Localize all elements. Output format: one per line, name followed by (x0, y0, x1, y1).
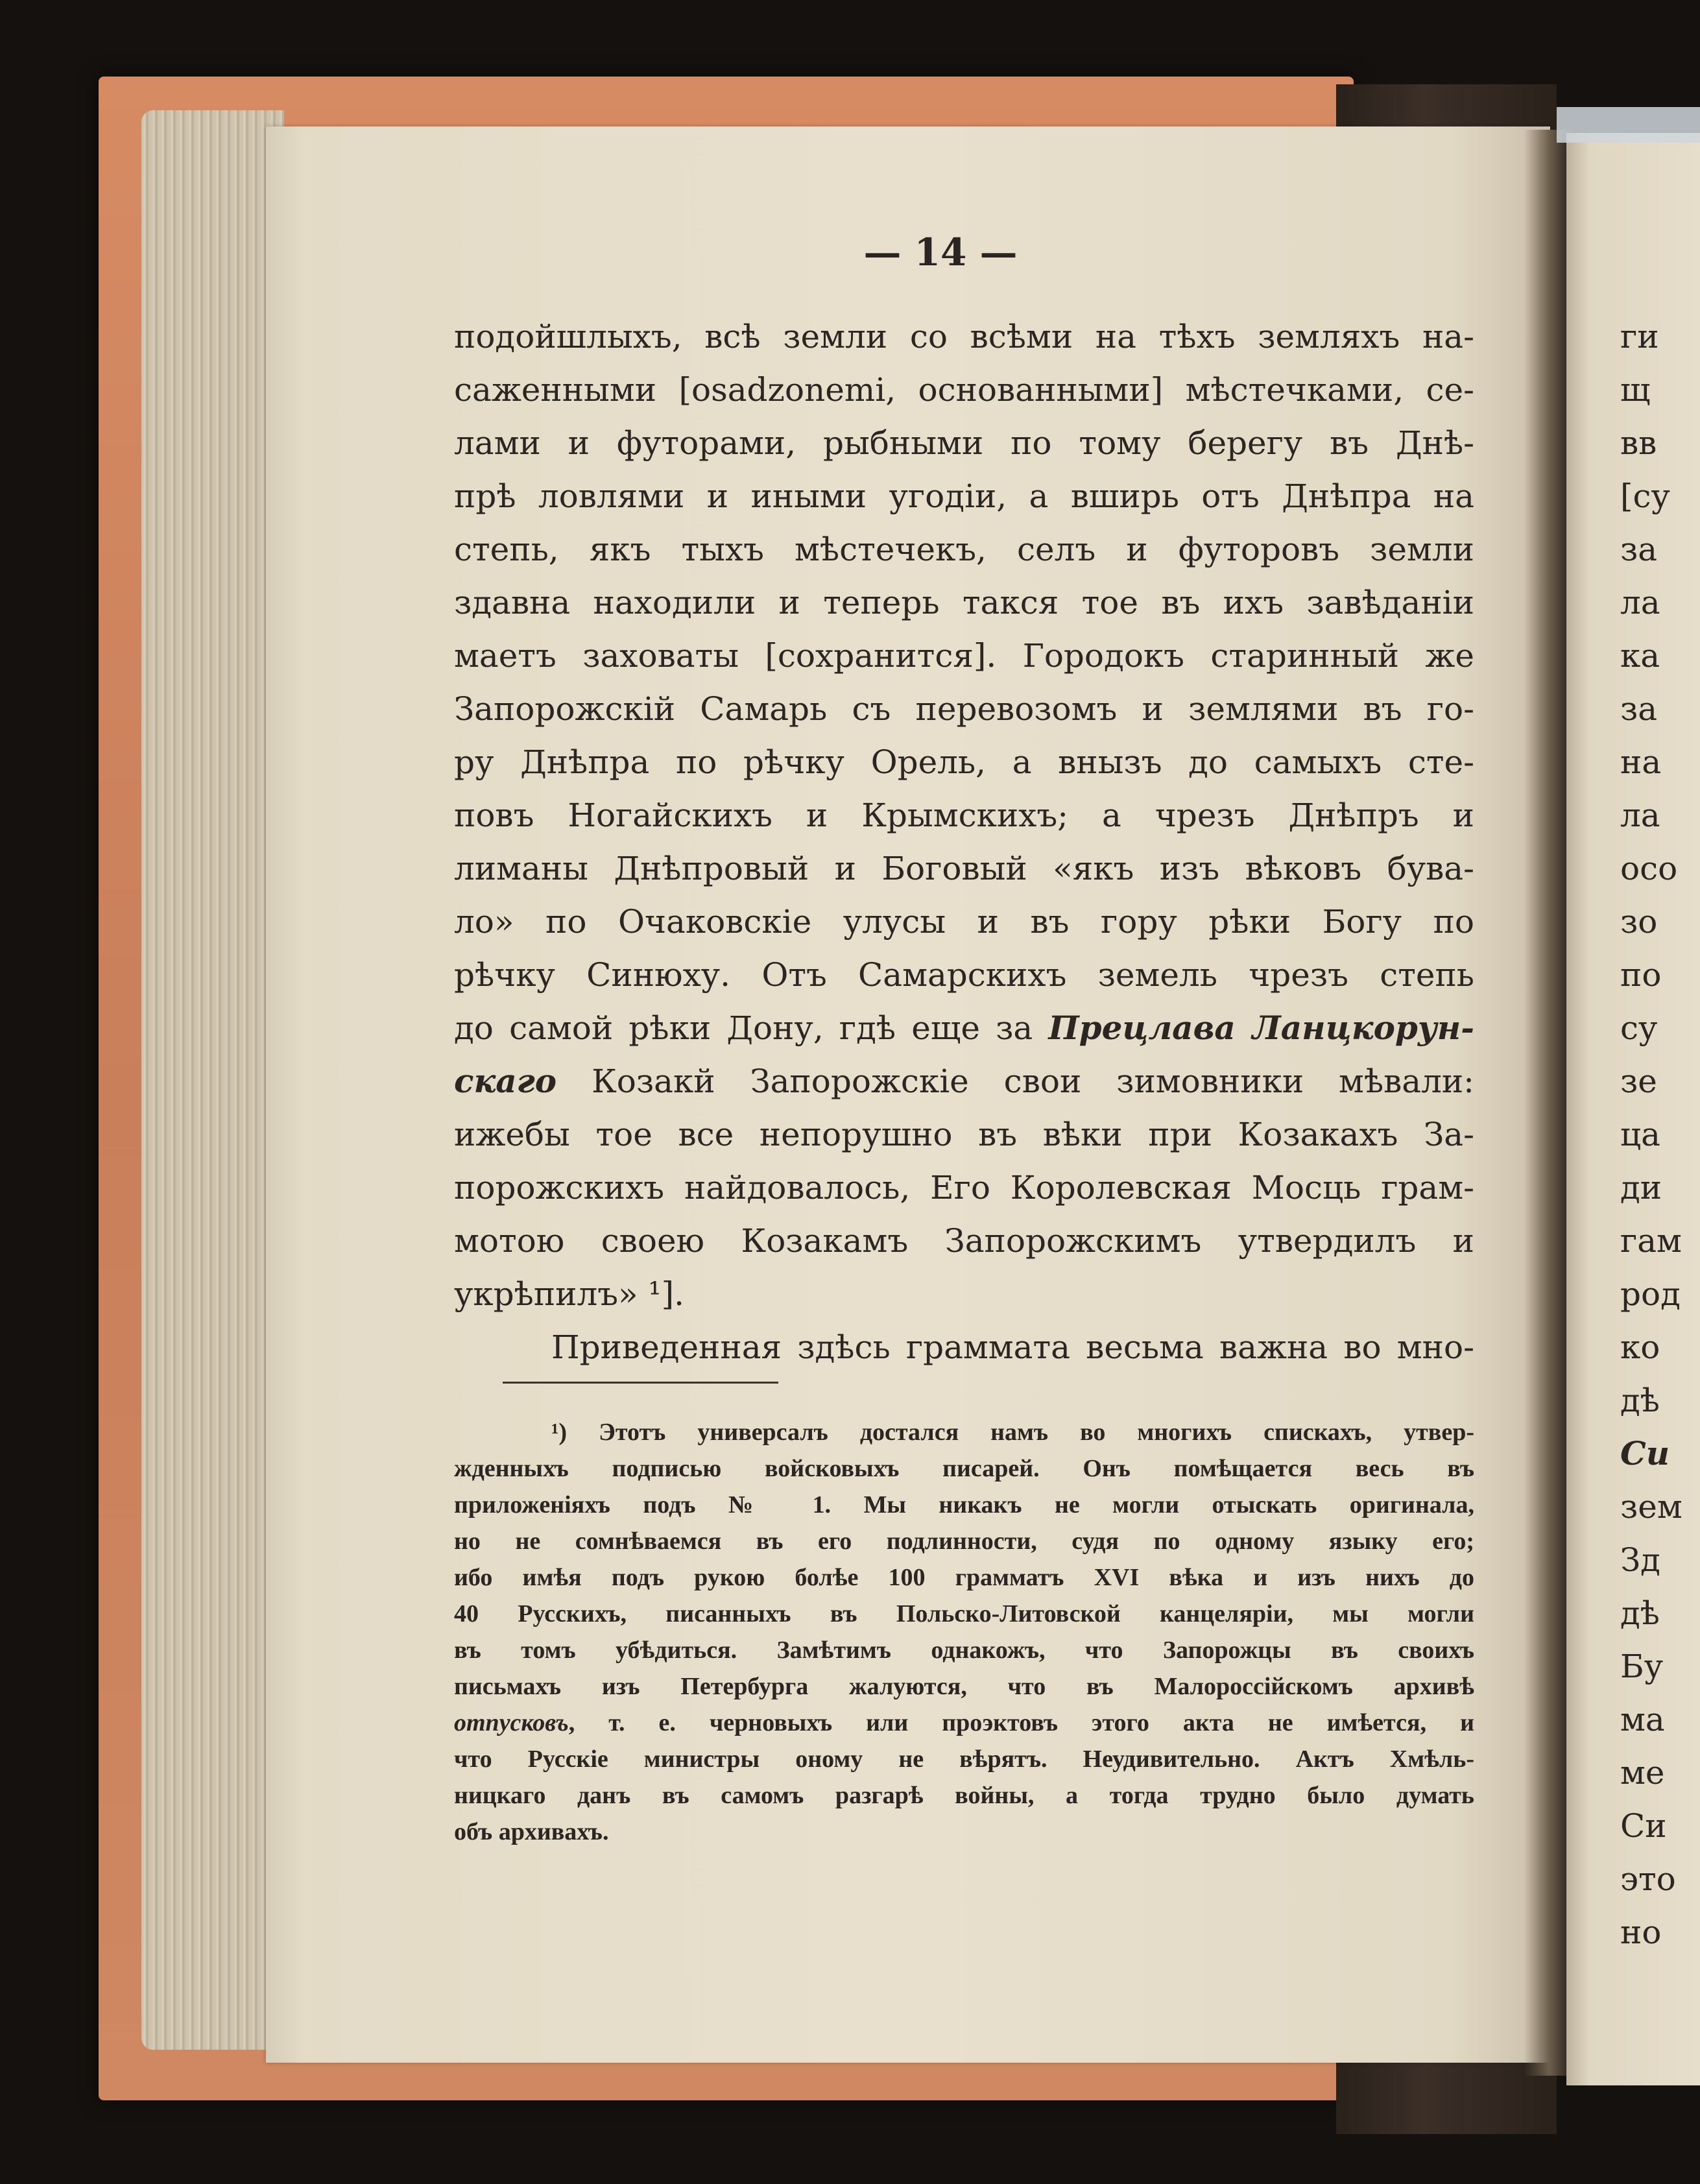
italic-name: Прецлава Ланцкорун- (1048, 1009, 1474, 1047)
fragment: ла (1620, 797, 1660, 834)
fragment: ма (1620, 1701, 1665, 1738)
footnote-line: въ томъ убѣдиться. Замѣтимъ однакожъ, что Запорожцы въ своихъ (454, 1637, 1474, 1664)
text-line (454, 1002, 1474, 1055)
footnote-line: 40 Русскихъ, писанныхъ въ Польско-Литовской канцеляріи, мы могли (454, 1600, 1474, 1627)
fragment: зе (1620, 1062, 1657, 1100)
fragment: су (1620, 1009, 1658, 1047)
fragment: ка (1620, 637, 1660, 675)
footnote-line: что Русскіе министры оному не вѣрятъ. Неудивительно. Актъ Хмѣль- (454, 1746, 1474, 1773)
fragment: дѣ (1620, 1382, 1660, 1419)
text-line: повъ Ногайскихъ и Крымскихъ; а чрезъ Днѣпръ и (454, 797, 1474, 834)
fragment: осо (1620, 850, 1678, 887)
fragment: за (1620, 531, 1658, 568)
text-line: порожскихъ найдовалось, Его Королевская Мосць грам- (454, 1169, 1474, 1206)
body-text (454, 310, 1474, 1374)
page-number: — 14 — (863, 230, 1018, 274)
text-line: укрѣпилъ» ¹]. (454, 1275, 684, 1313)
italic-fragment: Си (1620, 1434, 1670, 1472)
text-line: ло» по Очаковскіе улусы и въ гору рѣки Богу по (454, 903, 1474, 941)
text-line: саженными [osadzonemi, основанными] мѣстечками, се- (454, 371, 1474, 409)
fragment: зо (1620, 903, 1658, 941)
page-edges (141, 110, 284, 2050)
fragment: род (1620, 1275, 1681, 1313)
fragment: по (1620, 956, 1662, 994)
text-line: здавна находили и теперь такся тое въ ихъ завѣданіи (454, 584, 1474, 621)
footnote-line: ибо имѣя подъ рукою болѣе 100 грамматъ XVI вѣка и изъ нихъ до (454, 1564, 1474, 1591)
text-line: лами и футорами, рыбными по тому берегу въ Днѣ- (454, 424, 1474, 462)
fragment: на (1620, 743, 1662, 781)
text-line: ижебы тое все непорушно въ вѣки при Козакахъ За- (454, 1116, 1474, 1153)
fragment: ла (1620, 584, 1660, 621)
fragment: ко (1620, 1328, 1660, 1366)
fragment: [су (1620, 477, 1670, 515)
fragment: но (1620, 1914, 1662, 1951)
fragment: гам (1620, 1222, 1682, 1260)
fragment: ме (1620, 1754, 1665, 1792)
footnote-line: жденныхъ подписью войсковыхъ писарей. Онъ помѣщается весь въ (454, 1455, 1474, 1482)
fragment: вв (1620, 424, 1657, 462)
text-line (454, 1055, 1474, 1108)
footnote-line: письмахъ изъ Петербурга жалуются, что въ Малороссійскомъ архивѣ (454, 1673, 1474, 1700)
page-clip (1557, 107, 1700, 143)
text-line: ру Днѣпра по рѣчку Орель, а внызъ до самыхъ сте- (454, 743, 1474, 781)
footnote-line: приложеніяхъ подъ № 1. Мы никакъ не могли отыскать оригинала, (454, 1491, 1474, 1518)
footnote-line: объ архивахъ. (454, 1818, 609, 1845)
fragment: ца (1620, 1116, 1660, 1153)
italic-word: отпусковъ (454, 1709, 569, 1736)
footnote (454, 1414, 1474, 1850)
facing-page-text (1620, 310, 1700, 1959)
paragraph-start: Приведенная здѣсь граммата весьма важна во мно- (551, 1328, 1474, 1366)
fragment: ги (1620, 318, 1659, 355)
book-gutter (1524, 130, 1570, 2076)
fragment: дѣ (1620, 1594, 1660, 1632)
text-line: прѣ ловлями и иными угодіи, а вширь отъ Днѣпра на (454, 477, 1474, 515)
footnote-line: ¹) Этотъ универсалъ достался намъ во многихъ спискахъ, утвер- (551, 1419, 1474, 1446)
fragment: зем (1620, 1488, 1682, 1526)
text-segment: Козакй Запорожскіе свои зимовники мѣвали: (557, 1062, 1474, 1100)
text-line: рѣчку Синюху. Отъ Самарскихъ земель чрезъ степь (454, 956, 1474, 994)
footnote-line (454, 1705, 1474, 1741)
text-line: маетъ заховаты [сохранится]. Городокъ старинный же (454, 637, 1474, 675)
fragment: Си (1620, 1807, 1667, 1845)
footnote-line: ницкаго данъ въ самомъ разгарѣ войны, а тогда трудно было думать (454, 1782, 1474, 1809)
fragment: Бу (1620, 1648, 1664, 1685)
text-line: Запорожскій Самарь съ перевозомъ и землями въ го- (454, 690, 1474, 728)
fragment: ди (1620, 1169, 1662, 1206)
text-segment: , т. е. черновыхъ или проэктовъ этого акта не имѣется, и (568, 1709, 1474, 1736)
fragment: Зд (1620, 1541, 1660, 1579)
fragment: это (1620, 1860, 1676, 1898)
text-line: степь, якъ тыхъ мѣстечекъ, селъ и футоровъ земли (454, 531, 1474, 568)
text-line: мотою своею Козакамъ Запорожскимъ утвердилъ и (454, 1222, 1474, 1260)
fragment: за (1620, 690, 1658, 728)
fragment: щ (1620, 371, 1651, 409)
fragment (1620, 1427, 1700, 1480)
text-line: подойшлыхъ, всѣ земли со всѣми на тѣхъ земляхъ на- (454, 318, 1474, 355)
text-line: лиманы Днѣпровый и Боговый «якъ изъ вѣковъ бува- (454, 850, 1474, 887)
footnote-line: но не сомнѣваемся въ его подлинности, судя по одному языку его; (454, 1528, 1474, 1555)
italic-name: скаго (454, 1062, 557, 1100)
text-segment: до самой рѣки Дону, гдѣ еще за (454, 1009, 1049, 1047)
footnote-divider (503, 1382, 778, 1384)
